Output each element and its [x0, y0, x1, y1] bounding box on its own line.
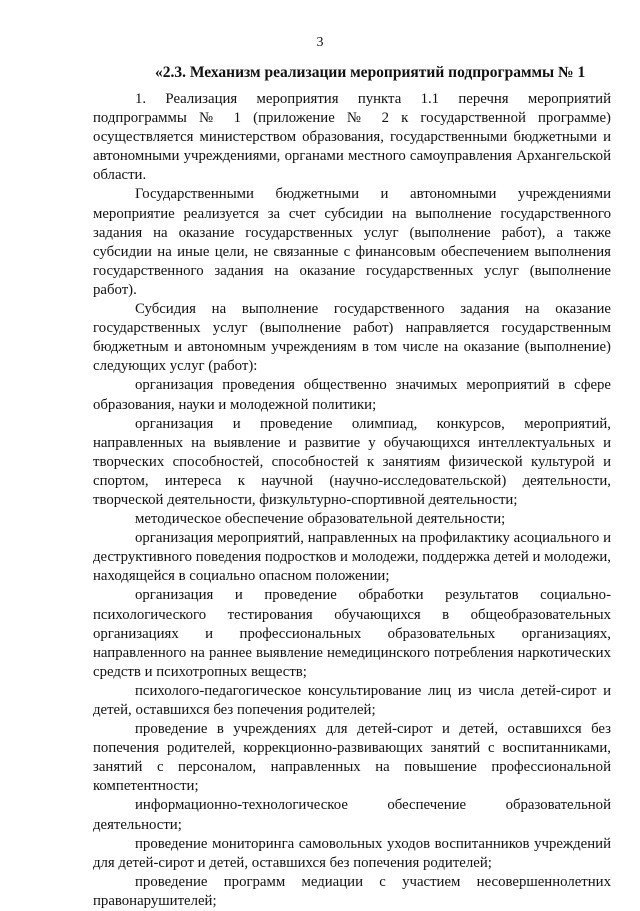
list-item: организация и проведение обработки результатов социально-психологического тестирования обучающихся в общеобразовательных организациях и профессиональных образовательных организациях, направленного на раннее выявление немедицинского потребления наркотических средств и психотропных веществ;	[93, 587, 611, 680]
page-number: 3	[316, 35, 324, 50]
section-heading: «2.3. Механизм реализации мероприятий подпрограммы № 1	[155, 64, 586, 81]
paragraph: Субсидия на выполнение государственного задания на оказание государственных услуг (выполнение работ) направляется государственным бюджетным и автономным учреждениям в том числе на оказание (выполнение) следующих услуг (работ):	[93, 301, 611, 375]
list-item: проведение мониторинга самовольных уходов воспитанников учреждений для детей-сирот и детей, оставшихся без попечения родителей;	[93, 835, 611, 871]
list-item: проведение в учреждениях для детей-сирот и детей, оставшихся без попечения родителей, коррекционно-развивающих занятий с воспитанниками, занятий с персоналом, направленных на повышение профессиональной компетентности;	[93, 721, 611, 795]
paragraph: Государственными бюджетными и автономными учреждениями мероприятие реализуется за счет субсидии на выполнение государственного задания на оказание государственных услуг (выполнение работ), а также субсидии на иные цели, не связанные с финансовым обеспечением выполнения государственного задания на оказание государственных услуг (выполнение работ).	[93, 186, 611, 298]
list-item: организация и проведение олимпиад, конкурсов, мероприятий, направленных на выявление и развитие у обучающихся интеллектуальных и творческих способностей, способностей к занятиям физической культурой и спортом, интереса к научной (научно-исследовательской) деятельности, творческой деятельности, физкультурно-спортивной деятельности;	[93, 415, 611, 508]
list-item: информационно-технологическое обеспечение образовательной деятельности;	[93, 797, 611, 833]
list-item: организация проведения общественно значимых мероприятий в сфере образования, науки и молодежной политики;	[93, 377, 611, 413]
document-body	[93, 90, 611, 911]
list-item: организация мероприятий, направленных на профилактику асоциального и деструктивного поведения подростков и молодежи, поддержка детей и молодежи, находящейся в социально опасном положении;	[93, 530, 611, 585]
paragraph: 1. Реализация мероприятия пункта 1.1 перечня мероприятий подпрограммы № 1 (приложение № 2 к государственной программе) осуществляется министерством образования, государственными бюджетными и автономными учреждениями, органами местного самоуправления Архангельской области.	[93, 91, 611, 184]
list-item: методическое обеспечение образовательной деятельности;	[135, 511, 506, 528]
list-item: проведение программ медиации с участием несовершеннолетних правонарушителей;	[93, 873, 611, 909]
list-item: психолого-педагогическое консультирование лиц из числа детей-сирот и детей, оставшихся без попечения родителей;	[93, 682, 611, 718]
